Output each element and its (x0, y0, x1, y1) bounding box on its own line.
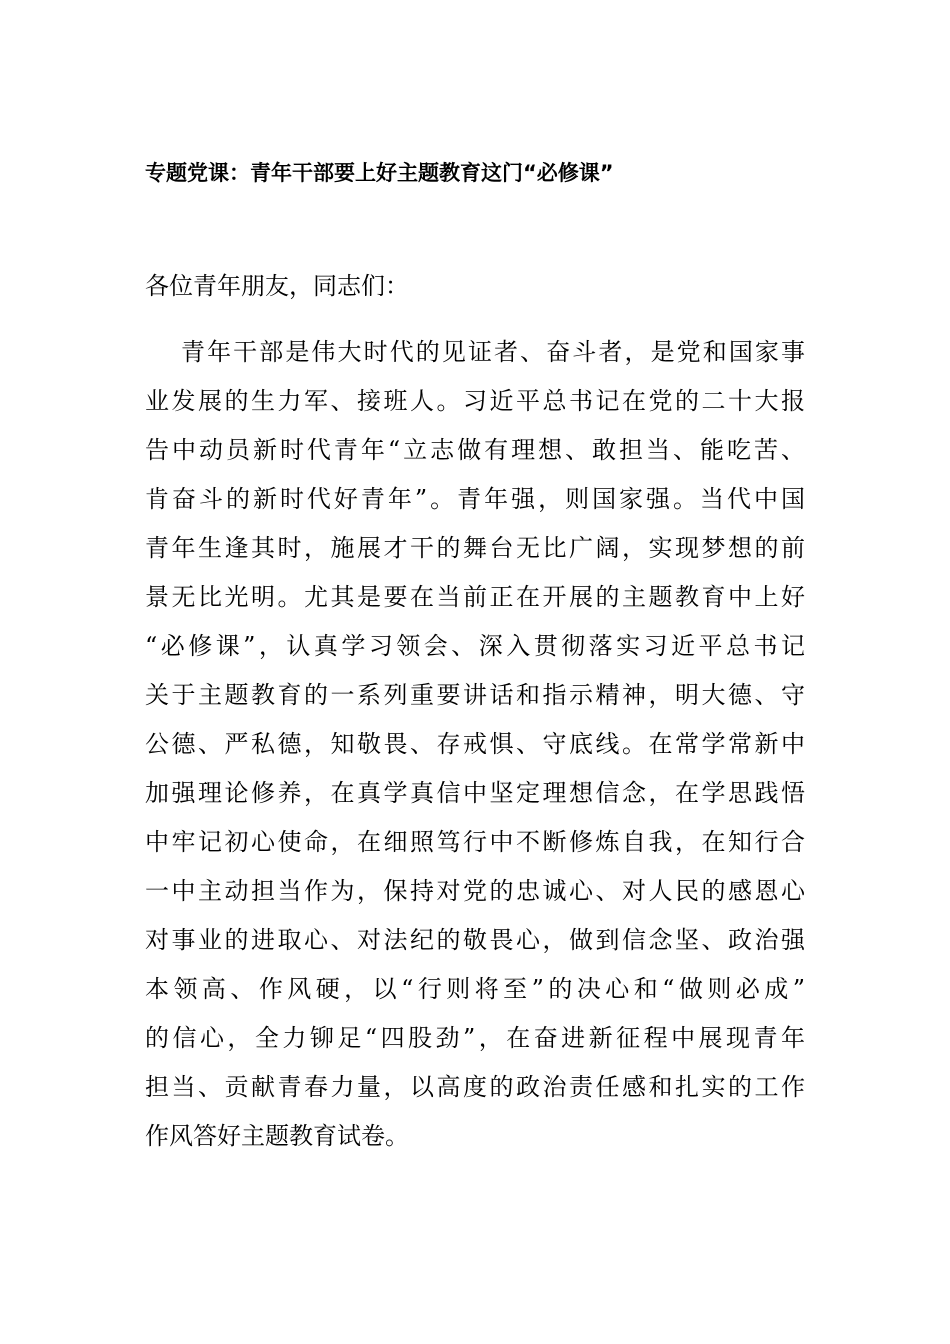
paragraph-line: 加强理论修养，在真学真信中坚定理想信念，在学思践悟 (145, 779, 805, 807)
paragraph-line: 肯奋斗的新时代好青年”。青年强，则国家强。当代中国 (145, 485, 805, 513)
paragraph-line: 业发展的生力军、接班人。习近平总书记在党的二十大报 (145, 387, 805, 415)
paragraph-line: 公德、严私德，知敬畏、存戒惧、守底线。在常学常新中 (145, 730, 805, 758)
paragraph-line: 一中主动担当作为，保持对党的忠诚心、对人民的感恩心 (145, 877, 805, 905)
paragraph-line: 景无比光明。尤其是要在当前正在开展的主题教育中上好 (145, 583, 805, 611)
salutation: 各位青年朋友，同志们： (145, 272, 409, 300)
paragraph-line: 的信心，全力铆足“四股劲”，在奋进新征程中展现青年 (145, 1024, 805, 1052)
paragraph-line: 告中动员新时代青年“立志做有理想、敢担当、能吃苦、 (145, 436, 805, 464)
paragraph-line: 对事业的进取心、对法纪的敬畏心，做到信念坚、政治强 (145, 926, 805, 954)
paragraph-line: 作风答好主题教育试卷。 (145, 1122, 409, 1150)
paragraph-line: 青年干部是伟大时代的见证者、奋斗者，是党和国家事 (181, 338, 805, 366)
paragraph-line: “必修课”，认真学习领会、深入贯彻落实习近平总书记 (145, 632, 805, 660)
paragraph-line: 本领高、作风硬，以“行则将至”的决心和“做则必成” (145, 975, 805, 1003)
paragraph-line: 青年生逢其时，施展才干的舞台无比广阔，实现梦想的前 (145, 534, 805, 562)
paragraph-line: 中牢记初心使命，在细照笃行中不断修炼自我，在知行合 (145, 828, 805, 856)
paragraph-line: 关于主题教育的一系列重要讲话和指示精神，明大德、守 (145, 681, 805, 709)
body-paragraph (145, 332, 805, 1165)
document-title: 专题党课：青年干部要上好主题教育这门“必修课” (145, 161, 614, 185)
paragraph-line: 担当、贡献青春力量，以高度的政治责任感和扎实的工作 (145, 1073, 805, 1101)
